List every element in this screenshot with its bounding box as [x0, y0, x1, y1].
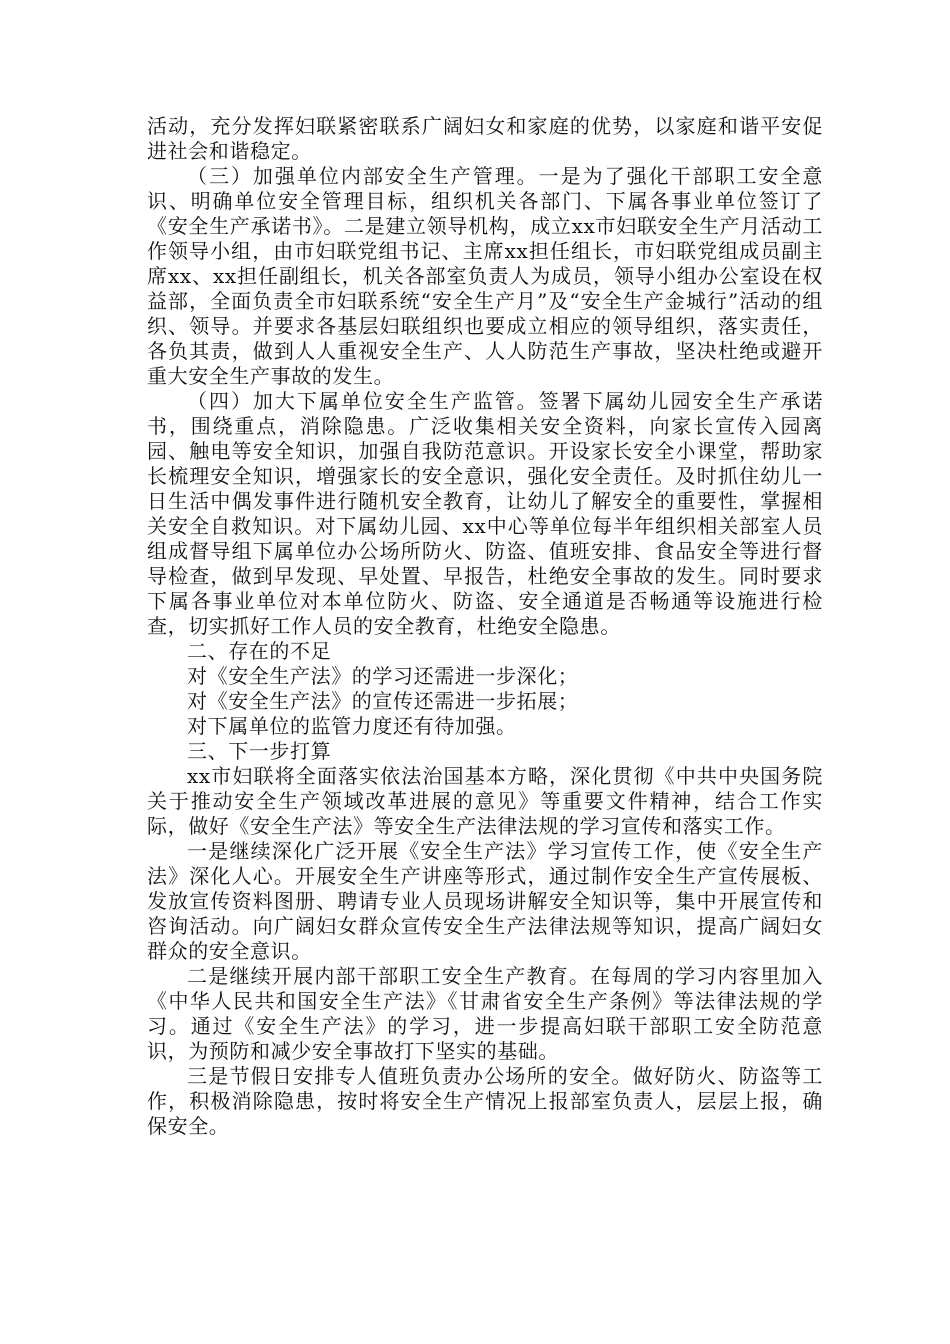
- paragraph-plan-1: 一是继续深化广泛开展《安全生产法》学习宣传工作，使《安全生产法》深化人心。开展安全生产讲座等形式，通过制作安全生产宣传展板、发放宣传资料图册、聘请专业人员现场讲解安全知识等，集中开展宣传和咨询活动。向广阔妇女群众宣传安全生产法律法规等知识，提高广阔妇女群众的安全意识。: [147, 839, 823, 963]
- paragraph-1: 活动，充分发挥妇联紧密联系广阔妇女和家庭的优势，以家庭和谐平安促进社会和谐稳定。: [147, 114, 823, 163]
- paragraph-3: （四）加大下属单位安全生产监管。签署下属幼儿园安全生产承诺书，围绕重点，消除隐患。广泛收集相关安全资料，向家长宣传入园离园、触电等安全知识，加强自我防范意识。开设家长安全小课堂，帮助家长梳理安全知识，增强家长的安全意识，强化安全责任。及时抓住幼儿一日生活中偶发事件进行随机安全教育，让幼儿了解安全的重要性，掌握相关安全自救知识。对下属幼儿园、xx中心等单位每半年组织相关部室人员组成督导组下属单位办公场所防火、防盗、值班安排、食品安全等进行督导检查，做到早发现、早处置、早报告，杜绝安全事故的发生。同时要求下属各事业单位对本单位防火、防盗、安全通道是否畅通等设施进行检查，切实抓好工作人员的安全教育，杜绝安全隐患。: [147, 389, 823, 638]
- shortcoming-item-1: 对《安全生产法》的学习还需进一步深化；: [187, 664, 579, 688]
- section-heading-next-steps: 三、下一步打算: [187, 739, 332, 763]
- shortcoming-item-3: 对下属单位的监管力度还有待加强。: [187, 714, 517, 738]
- paragraph-plan-2: 二是继续开展内部干部职工安全生产教育。在每周的学习内容里加入《中华人民共和国安全生产法》《甘肃省安全生产条例》等法律法规的学习。通过《安全生产法》的学习，进一步提高妇联干部职工安全防范意识，为预防和减少安全事故打下坚实的基础。: [147, 964, 823, 1063]
- paragraph-plan-intro: xx市妇联将全面落实依法治国基本方略，深化贯彻《中共中央国务院关于推动安全生产领域改革进展的意见》等重要文件精神，结合工作实际，做好《安全生产法》等安全生产法律法规的学习宣传和落实工作。: [147, 764, 823, 838]
- shortcoming-item-2: 对《安全生产法》的宣传还需进一步拓展；: [187, 689, 579, 713]
- document-body: [147, 114, 823, 1139]
- paragraph-2: （三）加强单位内部安全生产管理。一是为了强化干部职工安全意识、明确单位安全管理目标，组织机关各部门、下属各事业单位签订了《安全生产承诺书》。二是建立领导机构，成立xx市妇联安全生产月活动工作领导小组，由市妇联党组书记、主席xx担任组长，市妇联党组成员副主席xx、xx担任副组长，机关各部室负责人为成员，领导小组办公室设在权益部，全面负责全市妇联系统“安全生产月”及“安全生产金城行”活动的组织、领导。并要求各基层妇联组织也要成立相应的领导组织，落实责任，各负其责，做到人人重视安全生产、人人防范生产事故，坚决杜绝或避开重大安全生产事故的发生。: [147, 164, 823, 388]
- section-heading-shortcomings: 二、存在的不足: [187, 639, 332, 663]
- paragraph-plan-3: 三是节假日安排专人值班负责办公场所的安全。做好防火、防盗等工作，积极消除隐患，按时将安全生产情况上报部室负责人，层层上报，确保安全。: [147, 1064, 823, 1138]
